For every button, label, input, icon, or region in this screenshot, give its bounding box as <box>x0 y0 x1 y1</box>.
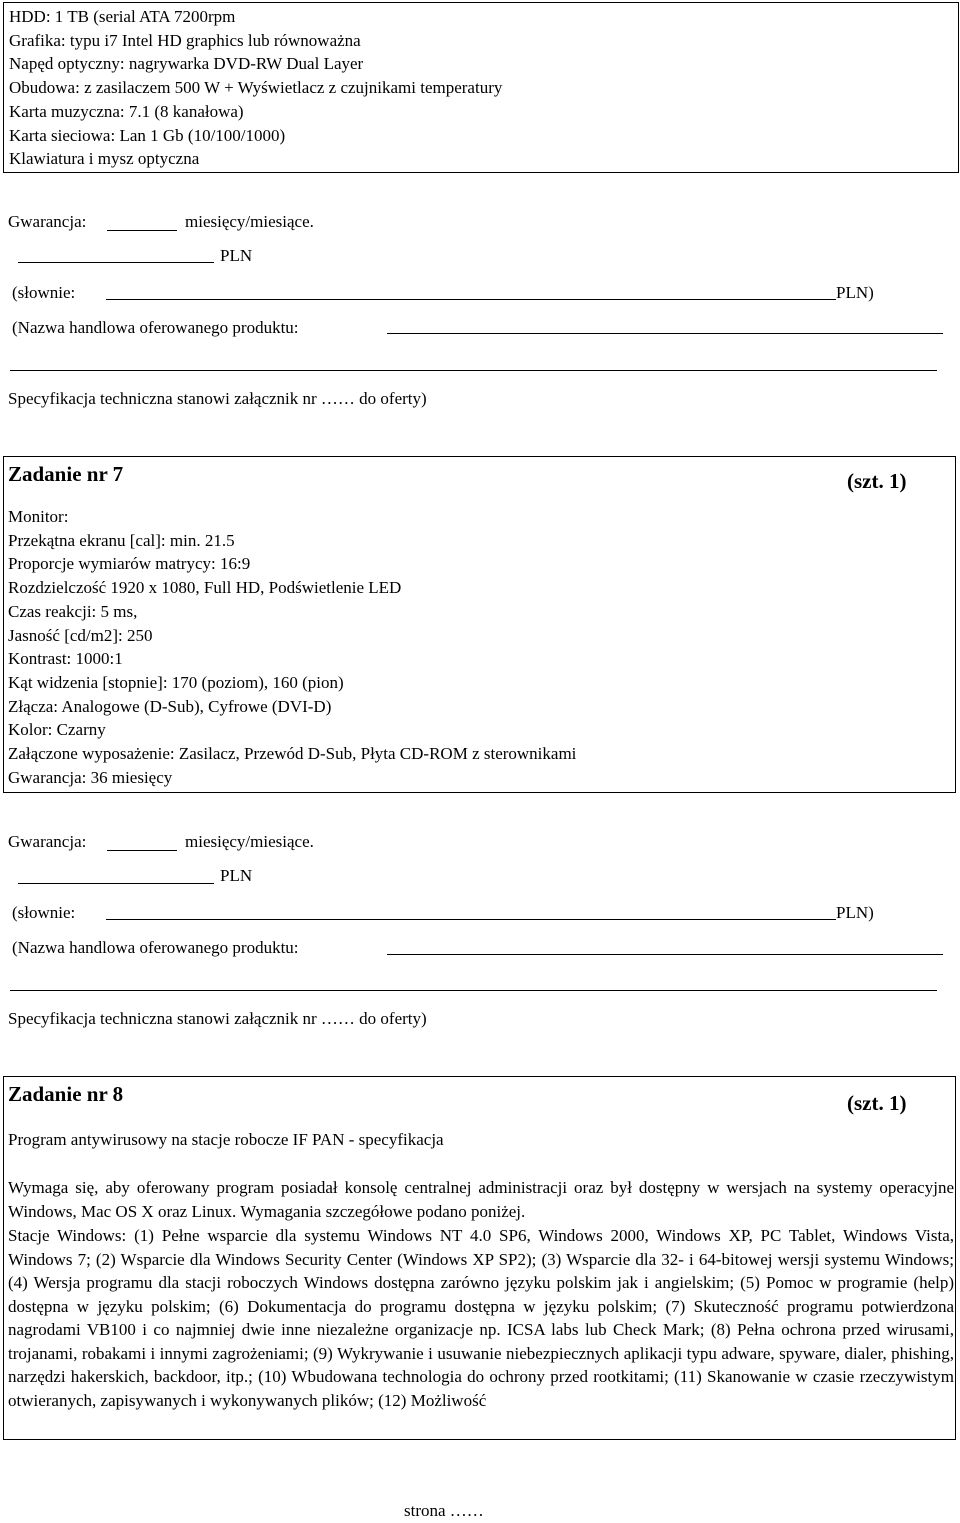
spec-line-optical: Napęd optyczny: nagrywarka DVD-RW Dual Layer <box>9 54 364 74</box>
task7-line: Przekątna ekranu [cal]: min. 21.5 <box>8 530 235 550</box>
price-currency: PLN <box>220 246 253 265</box>
spec-line-sound: Karta muzyczna: 7.1 (8 kanałowa) <box>9 101 244 121</box>
in-words-label: (słownie: <box>12 903 76 922</box>
in-words-field[interactable] <box>106 919 836 920</box>
task7-spec-lines <box>8 505 576 789</box>
spec-attachment-note: Specyfikacja techniczna stanowi załącznik nr …… do oferty) <box>8 389 427 408</box>
warranty-suffix: miesięcy/miesiące. <box>185 832 314 851</box>
task8-requirements-paragraph: Stacje Windows: (1) Pełne wsparcie dla systemu Windows NT 4.0 SP6, Windows 2000, Windows XP, PC Tablet, Windows Vista, Windows 7; (2) Wsparcie dla Windows Security Center (Windows XP SP2); (3) Wsparcie dla 32- i 64-bitowej wersji systemu Windows; (4) Wersja programu dla stacji roboczych Windows dostępna zarówno języku polskim jak i angielskim; (5) Pomoc w programie (help) dostępna w języku polskim; (6) Dokumentacja do programu dostępna w języku polskim; (7) Skuteczność programu potwierdzona nagrodami VB100 i co najmniej dwie inne niezależne organizacje np. ICSA labs lub Check Mark; (8) Pełna ochrona przed wirusami, trojanami, robakami i innymi zagrożeniami; (9) Wykrywanie i usuwanie niebezpiecznych aplikacji typu adware, spyware, dialer, phishing, narzędzi hakerskich, backdoor, itp.; (10) Wbudowana technologia do ochrony przed rootkitami; (11) Skanowanie w czasie rzeczywistym otwieranych, zapisywanych i wykonywanych plików; (12) Możliwość <box>8 1226 954 1410</box>
spec-line-hdd: HDD: 1 TB (serial ATA 7200rpm <box>9 7 236 26</box>
spec-line-keyboard: Klawiatura i mysz optyczna <box>9 149 200 169</box>
price-field[interactable] <box>18 883 214 884</box>
task7-line: Gwarancja: 36 miesięcy <box>8 767 173 787</box>
task7-title: Zadanie nr 7 <box>8 462 124 486</box>
task7-line: Monitor: <box>8 507 69 526</box>
trade-name-label: (Nazwa handlowa oferowanego produktu: <box>12 938 299 957</box>
warranty-label: Gwarancja: <box>8 832 87 851</box>
task7-line: Kąt widzenia [stopnie]: 170 (poziom), 160 (pion) <box>8 672 344 692</box>
price-currency: PLN <box>220 866 253 885</box>
in-words-end: PLN) <box>836 283 874 302</box>
warranty-label: Gwarancja: <box>8 212 87 231</box>
spec-attachment-note: Specyfikacja techniczna stanowi załącznik nr …… do oferty) <box>8 1009 427 1028</box>
warranty-months-field[interactable] <box>107 850 177 851</box>
spec-line-case: Obudowa: z zasilaczem 500 W + Wyświetlacz z czujnikami temperatury <box>9 78 503 98</box>
task7-line: Załączone wyposażenie: Zasilacz, Przewód D-Sub, Płyta CD-ROM z sterownikami <box>8 744 577 764</box>
warranty-months-field[interactable] <box>107 230 177 231</box>
trade-name-field[interactable] <box>387 333 943 334</box>
task7-box <box>3 456 956 793</box>
task8-quantity: (szt. 1) <box>847 1091 907 1115</box>
trade-name-field[interactable] <box>387 954 943 955</box>
task8-intro-paragraph: Wymaga się, aby oferowany program posiadał konsolę centralnej administracji oraz był dostępny w wersjach na systemy operacyjne Windows, Mac OS X oraz Linux. Wymagania szczegółowe podano poniżej. <box>8 1178 954 1221</box>
task7-line: Proporcje wymiarów matrycy: 16:9 <box>8 554 251 574</box>
top-spec-lines <box>9 5 502 171</box>
task7-line: Kontrast: 1000:1 <box>8 649 123 669</box>
top-spec-box <box>3 2 959 173</box>
spec-line-network: Karta sieciowa: Lan 1 Gb (10/100/1000) <box>9 125 286 145</box>
task7-line: Jasność [cd/m2]: 250 <box>8 625 153 645</box>
price-field[interactable] <box>18 262 214 263</box>
task8-subtitle: Program antywirusowy na stacje robocze IF PAN - specyfikacja <box>8 1130 444 1149</box>
task7-line: Czas reakcji: 5 ms, <box>8 601 138 621</box>
task7-line: Złącza: Analogowe (D-Sub), Cyfrowe (DVI-D) <box>8 696 332 716</box>
page-number: strona …… <box>404 1501 484 1520</box>
trade-name-field-line2[interactable] <box>10 370 937 371</box>
trade-name-field-line2[interactable] <box>10 990 937 991</box>
trade-name-label: (Nazwa handlowa oferowanego produktu: <box>12 318 299 337</box>
in-words-label: (słownie: <box>12 283 76 302</box>
task7-line: Kolor: Czarny <box>8 720 106 740</box>
in-words-end: PLN) <box>836 903 874 922</box>
spec-line-graphics: Grafika: typu i7 Intel HD graphics lub równoważna <box>9 30 361 50</box>
task7-quantity: (szt. 1) <box>847 469 907 493</box>
in-words-field[interactable] <box>106 299 836 300</box>
task8-title: Zadanie nr 8 <box>8 1082 124 1106</box>
warranty-suffix: miesięcy/miesiące. <box>185 212 314 231</box>
task7-line: Rozdzielczość 1920 x 1080, Full HD, Podświetlenie LED <box>8 578 402 598</box>
